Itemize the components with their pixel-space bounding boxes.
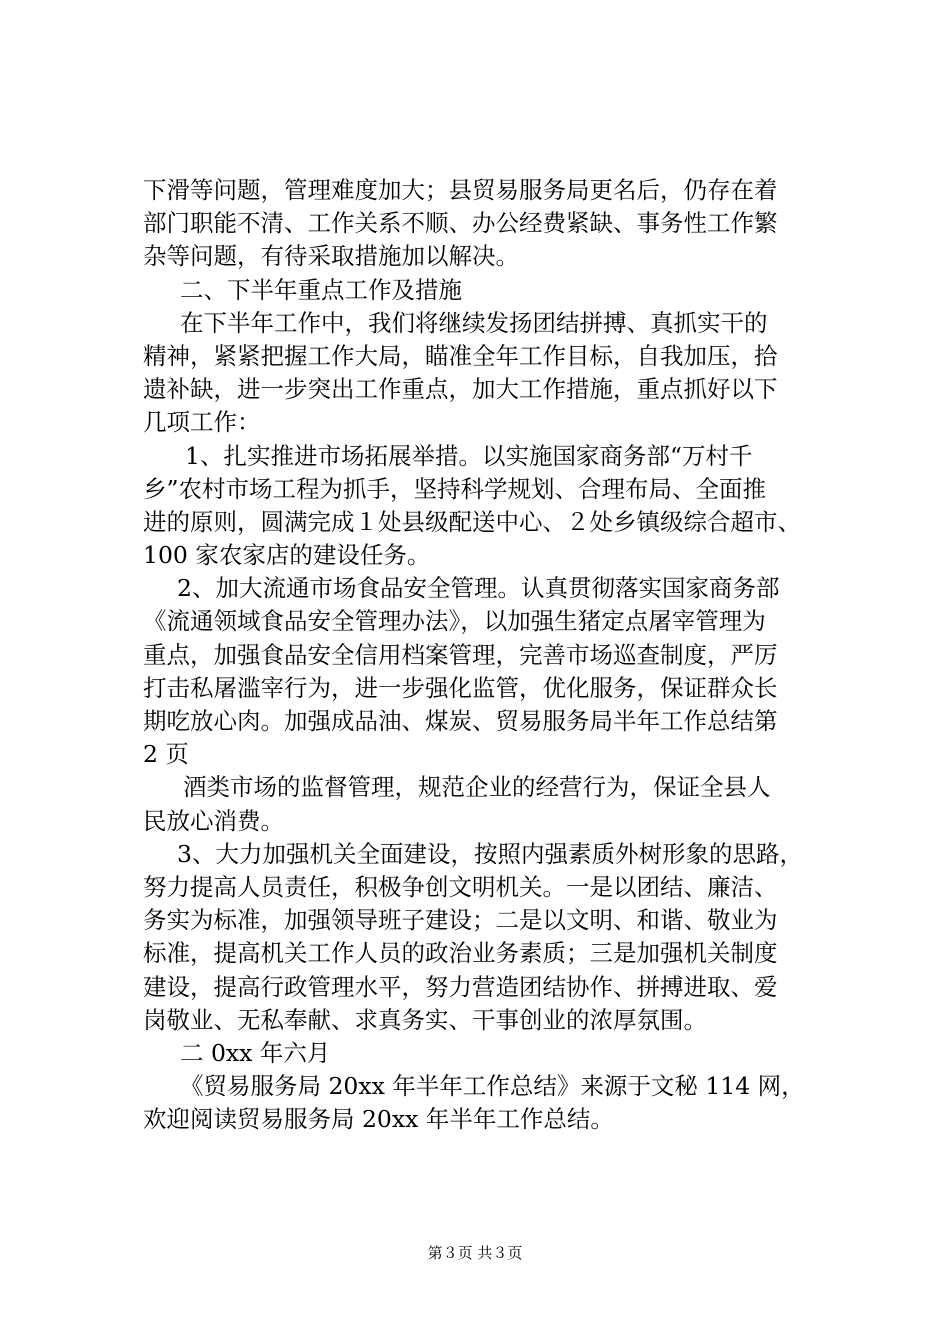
text-line: 100 家农家店的建设任务。	[143, 541, 431, 570]
text-line: 乡”农村市场工程为抓手，坚持科学规划、合理布局、全面推	[143, 474, 767, 503]
text-line: 欢迎阅读贸易服务局 20xx 年半年工作总结。	[143, 1105, 614, 1134]
text-line: 标准，提高机关工作人员的政治业务素质；三是加强机关制度	[143, 939, 778, 968]
text-line: 下滑等问题，管理难度加大；县贸易服务局更名后，仍存在着	[143, 176, 778, 204]
text-line: 3、大力加强机关全面建设，按照内强素质外树形象的思路，	[177, 839, 803, 868]
section-heading: 二、下半年重点工作及措施	[180, 275, 462, 304]
text-line: 杂等问题，有待采取措施加以解决。	[143, 242, 519, 271]
text-line: 精神，紧紧把握工作大局，瞄准全年工作目标，自我加压，拾	[143, 341, 778, 370]
text-line: 进的原则，圆满完成１处县级配送中心、２处乡镇级综合超市、	[143, 507, 801, 536]
text-line: 岗敬业、无私奉献、求真务实、干事创业的浓厚氛围。	[143, 1005, 707, 1034]
document-body	[143, 174, 843, 1136]
text-line: 2、加大流通市场食品安全管理。认真贯彻落实国家商务部	[177, 574, 780, 603]
text-line: 1、扎实推进市场拓展举措。以实施国家商务部“万村千	[185, 441, 753, 470]
text-line: 遗补缺，进一步突出工作重点，加大工作措施，重点抓好以下	[143, 375, 778, 404]
text-line: 酒类市场的监督管理，规范企业的经营行为，保证全县人	[183, 773, 771, 802]
text-line: 务实为标准，加强领导班子建设；二是以文明、和谐、敬业为	[143, 906, 778, 935]
text-line: 在下半年工作中，我们将继续发扬团结拼搏、真抓实干的	[180, 308, 768, 337]
text-line: 民放心消费。	[143, 806, 284, 835]
text-line: 部门职能不清、工作关系不顺、办公经费紧缺、事务性工作繁	[143, 209, 778, 238]
text-line: 努力提高人员责任，积极争创文明机关。一是以团结、廉洁、	[143, 872, 778, 901]
text-line: 重点，加强食品安全信用档案管理，完善市场巡查制度，严厉	[143, 640, 778, 669]
page-break-marker: 2 页	[143, 740, 189, 769]
page-footer: 第３页 共３页	[427, 1244, 523, 1262]
date-line: 二 0xx 年六月	[180, 1038, 331, 1067]
text-line: 期吃放心肉。加强成品油、煤炭、贸易服务局半年工作总结第	[143, 707, 778, 735]
text-line: 《流通领域食品安全管理办法》，以加强生猪定点屠宰管理为	[143, 607, 766, 636]
text-line: 打击私屠滥宰行为，进一步强化监管，优化服务，保证群众长	[143, 673, 778, 702]
text-line: 几项工作：	[143, 408, 261, 437]
text-line: 《贸易服务局 20xx 年半年工作总结》来源于文秘 114 网，	[180, 1072, 805, 1101]
text-line: 建设，提高行政管理水平，努力营造团结协作、拼搏进取、爱	[143, 972, 778, 1001]
